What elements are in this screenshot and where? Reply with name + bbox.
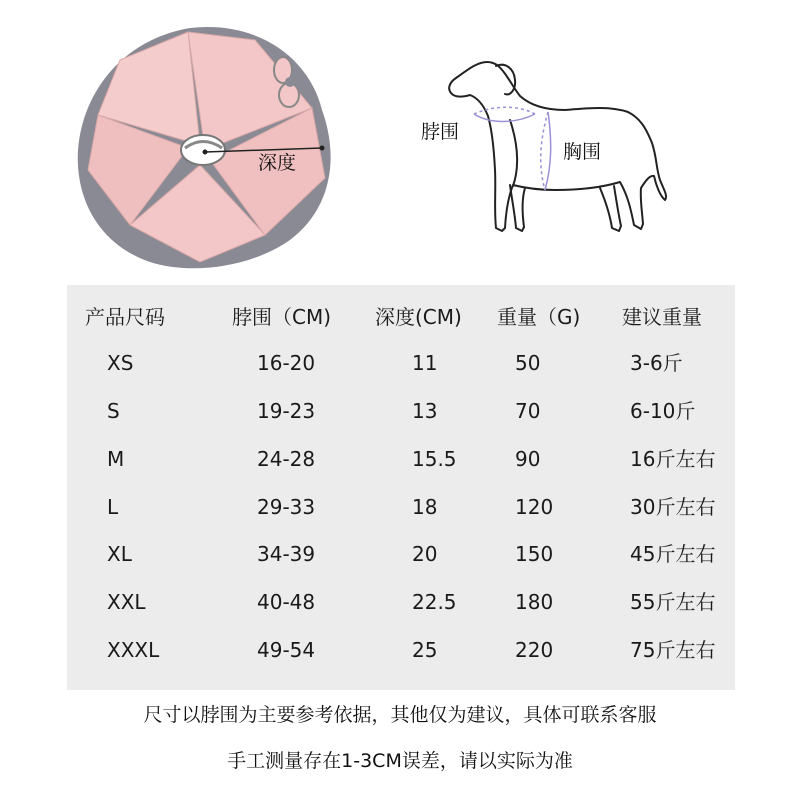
cell-suggested-weight: 16斤左右 (630, 447, 716, 471)
cell-neck: 24-28 (257, 447, 316, 471)
dog-outline-image (449, 62, 666, 231)
cell-weight: 50 (515, 351, 541, 375)
table-row (67, 539, 735, 569)
neck-measure-line (474, 107, 535, 121)
note-error-margin: 手工测量存在1-3CM误差，请以实际为准 (227, 750, 573, 772)
table-header-row (67, 302, 735, 332)
cell-size: XL (107, 542, 132, 566)
header-size: 产品尺码 (85, 305, 165, 329)
illustration-svg (0, 0, 800, 280)
cell-weight: 90 (515, 447, 541, 471)
cell-weight: 150 (515, 542, 554, 566)
table-row (67, 587, 735, 617)
header-suggested-weight: 建议重量 (622, 305, 702, 329)
cell-suggested-weight: 55斤左右 (630, 590, 716, 614)
cell-depth: 13 (412, 399, 438, 423)
neck-label: 脖围 (421, 121, 460, 143)
cell-neck: 16-20 (257, 351, 316, 375)
cell-neck: 34-39 (257, 542, 316, 566)
chest-label: 胸围 (563, 141, 602, 163)
cell-depth: 11 (412, 351, 438, 375)
table-row (67, 348, 735, 378)
depth-label: 深度 (258, 152, 297, 174)
cell-weight: 180 (515, 590, 554, 614)
header-weight: 重量（G) (497, 305, 581, 329)
header-depth: 深度(CM) (375, 305, 462, 329)
cell-weight: 120 (515, 495, 554, 519)
cell-suggested-weight: 75斤左右 (630, 638, 716, 662)
cell-suggested-weight: 3-6斤 (630, 351, 683, 375)
cell-size: XS (107, 351, 134, 375)
cell-depth: 25 (412, 638, 438, 662)
cell-size: XXL (107, 590, 146, 614)
cell-neck: 40-48 (257, 590, 316, 614)
table-row (67, 492, 735, 522)
cell-weight: 220 (515, 638, 554, 662)
cell-size: XXXL (107, 638, 160, 662)
cell-size: M (107, 447, 125, 471)
table-row (67, 396, 735, 426)
illustration-area (0, 0, 800, 280)
cell-suggested-weight: 6-10斤 (630, 399, 696, 423)
cell-depth: 15.5 (412, 447, 457, 471)
cell-size: S (107, 399, 120, 423)
chest-measure-line (541, 112, 551, 190)
cell-depth: 18 (412, 495, 438, 519)
cell-depth: 22.5 (412, 590, 457, 614)
cell-neck: 29-33 (257, 495, 316, 519)
note-reference: 尺寸以脖围为主要参考依据，其他仅为建议，具体可联系客服 (143, 704, 657, 726)
table-row (67, 444, 735, 474)
cell-suggested-weight: 45斤左右 (630, 542, 716, 566)
size-table (67, 285, 735, 690)
cell-weight: 70 (515, 399, 541, 423)
cell-size: L (107, 495, 119, 519)
header-neck: 脖围（CM) (232, 305, 332, 329)
cell-suggested-weight: 30斤左右 (630, 495, 716, 519)
cell-neck: 19-23 (257, 399, 316, 423)
table-row (67, 635, 735, 665)
cell-depth: 20 (412, 542, 438, 566)
cell-neck: 49-54 (257, 638, 316, 662)
